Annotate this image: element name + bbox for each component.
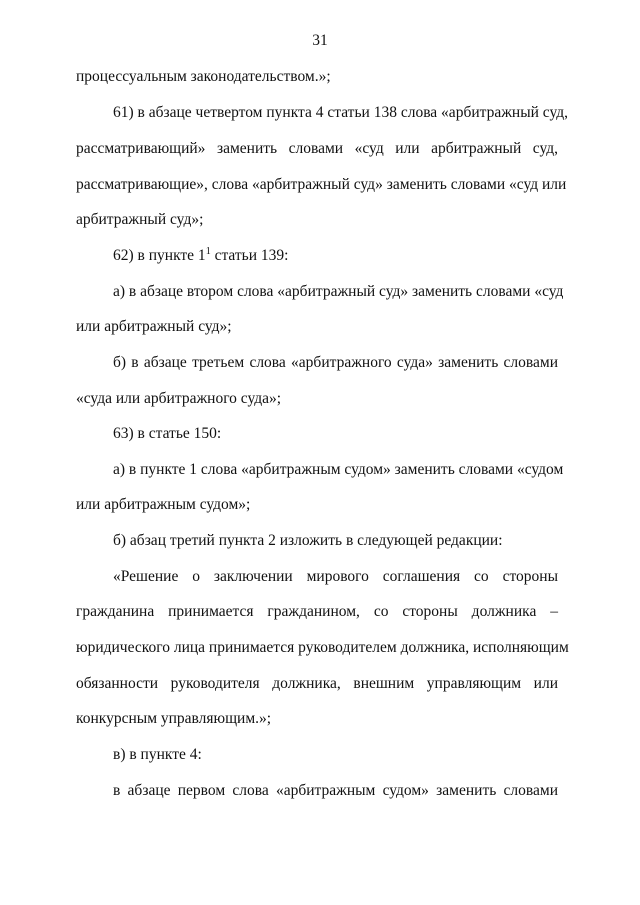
text-line: «суда или арбитражного суда»; <box>76 390 282 407</box>
page-number: 31 <box>312 32 328 49</box>
text-line: гражданина принимается гражданином, со стороны должника – <box>76 603 558 620</box>
text-line: 63) в статье 150: <box>113 425 222 442</box>
text-line: б) в абзаце третьем слова «арбитражного суда» заменить словами <box>113 354 558 371</box>
text-line: рассматривающие», слова «арбитражный суд» заменить словами «суд или <box>76 176 567 193</box>
text-line: обязанности руководителя должника, внешним управляющим или <box>76 675 558 692</box>
text-line: или арбитражным судом»; <box>76 496 251 513</box>
text-line: «Решение о заключении мирового соглашения со стороны <box>113 568 558 585</box>
text-line <box>113 247 558 265</box>
text-line: арбитражный суд»; <box>76 211 204 228</box>
text-segment: 62) в пункте 1 <box>113 247 206 264</box>
text-line: в абзаце первом слова «арбитражным судом» заменить словами <box>113 782 558 799</box>
text-line: конкурсным управляющим.»; <box>76 710 272 727</box>
text-line: б) абзац третий пункта 2 изложить в следующей редакции: <box>113 532 503 549</box>
text-line: или арбитражный суд»; <box>76 318 232 335</box>
text-line: юридического лица принимается руководителем должника, исполняющим <box>76 639 569 656</box>
text-line: 61) в абзаце четвертом пункта 4 статьи 138 слова «арбитражный суд, <box>113 104 569 121</box>
text-segment: статьи 139: <box>210 247 289 264</box>
text-line: в) в пункте 4: <box>113 746 202 763</box>
superscript: 1 <box>205 246 211 257</box>
text-line: а) в абзаце втором слова «арбитражный суд» заменить словами «суд <box>113 283 564 300</box>
text-line: а) в пункте 1 слова «арбитражным судом» заменить словами «судом <box>113 461 564 478</box>
text-line: рассматривающий» заменить словами «суд или арбитражный суд, <box>76 140 558 157</box>
text-line: процессуальным законодательством.»; <box>76 68 331 85</box>
